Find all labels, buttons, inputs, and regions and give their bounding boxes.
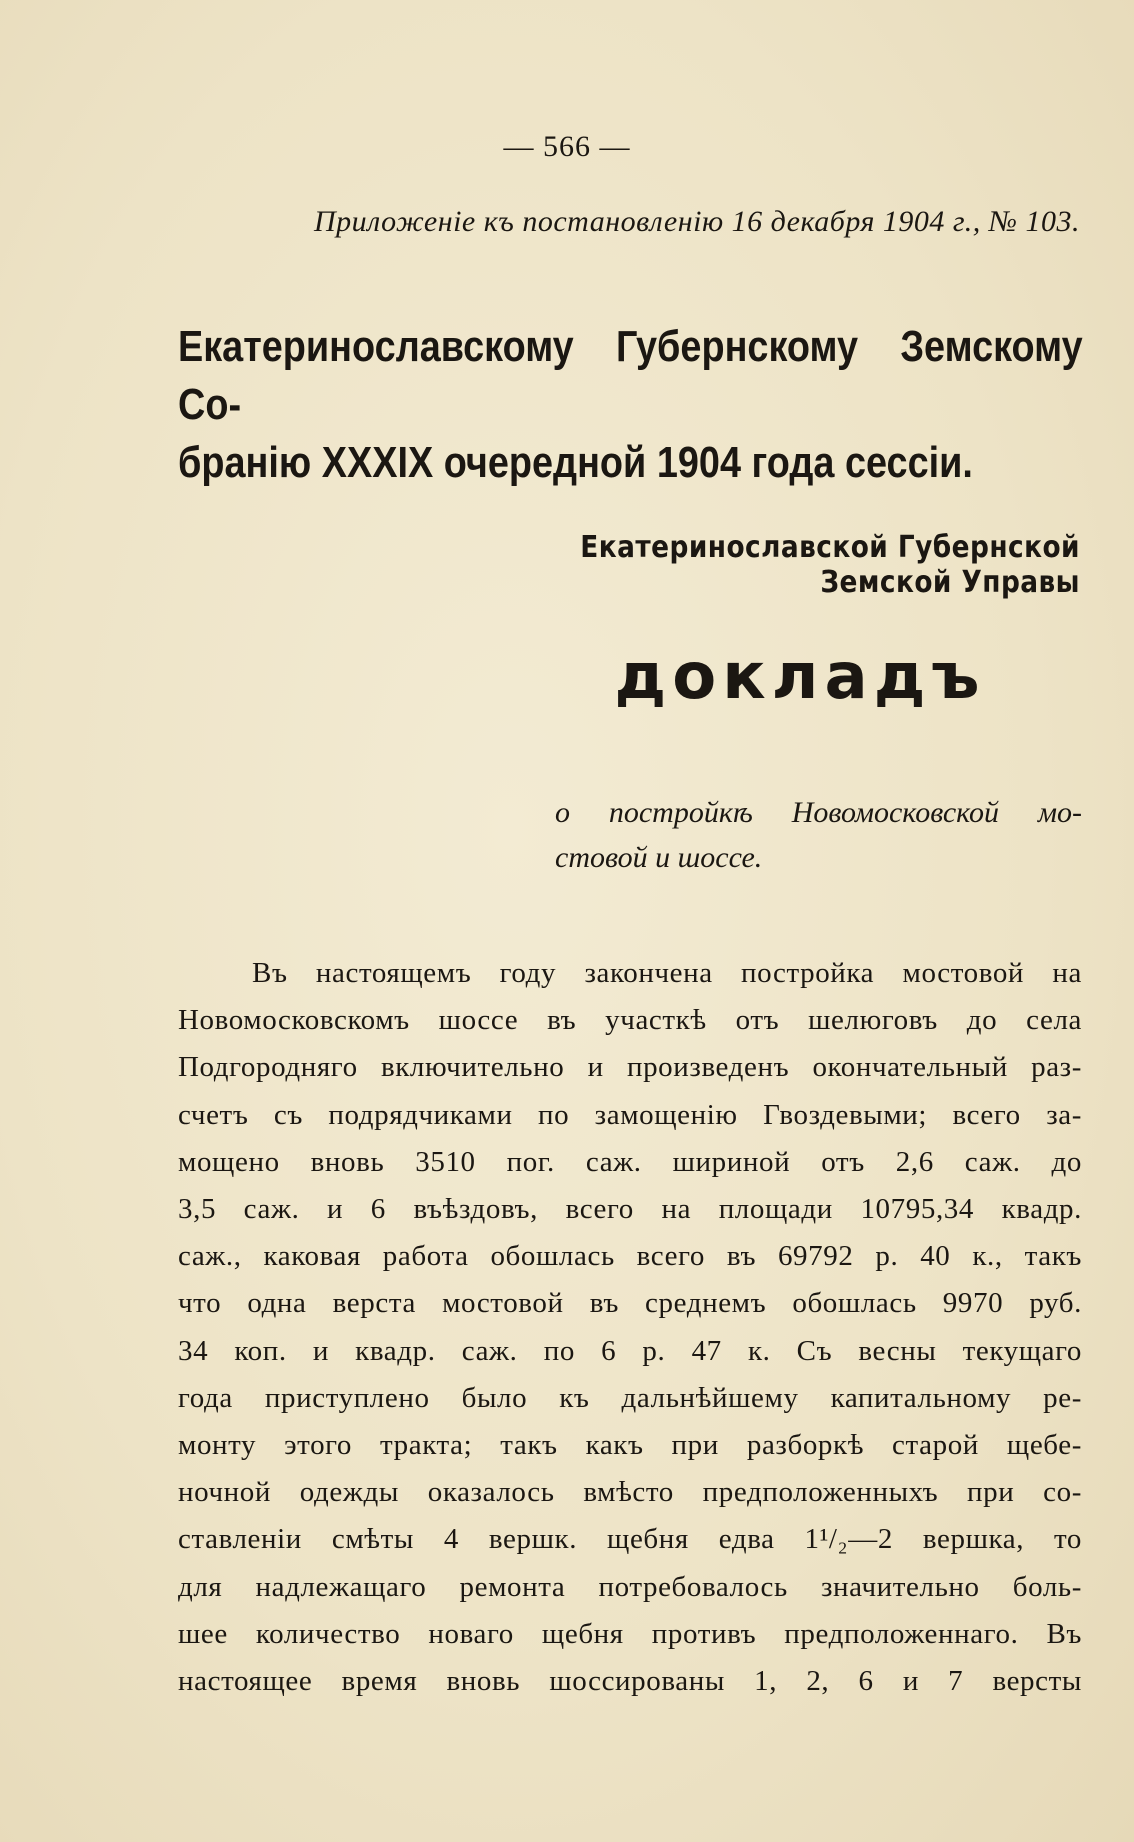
body-line: настоящее время вновь шоссированы 1, 2, 6 и 7 версты	[178, 1665, 1082, 1698]
body-line: ночной одежды оказалось вмѣсто предположенныхъ при со-	[178, 1476, 1082, 1509]
issuer-text: Екатеринославской Губернской Земской Управы	[580, 530, 1080, 600]
body-line: 34 коп. и квадр. саж. по 6 р. 47 к. Съ весны текущаго	[178, 1334, 1082, 1367]
body-line: шее количество новаго щебня противъ предположеннаго. Въ	[178, 1617, 1082, 1650]
body-paragraph	[178, 950, 1082, 1705]
body-line: для надлежащаго ремонта потребовалось значительно боль-	[178, 1570, 1082, 1603]
body-line: Подгородняго включительно и произведенъ окончательный раз-	[178, 1051, 1082, 1084]
subject-block	[555, 790, 1082, 880]
body-line: мощено вновь 3510 пог. саж. шириной отъ 2,6 саж. до	[178, 1145, 1082, 1178]
body-line: счетъ съ подрядчиками по замощенію Гвоздевыми; всего за-	[178, 1098, 1082, 1131]
body-line: года приступлено было къ дальнѣйшему капитальному ре-	[178, 1381, 1082, 1414]
page-number: — 566 —	[503, 130, 631, 163]
body-line: 3,5 саж. и 6 въѣздовъ, всего на площади 10795,34 квадр.	[178, 1193, 1082, 1226]
addressee-line: Екатеринославскому Губернскому Земскому Со-	[178, 322, 1083, 429]
subject-line: о постройкѣ Новомосковской мо-	[555, 796, 1082, 829]
addressee-heading	[178, 318, 1083, 492]
body-line: ставленіи смѣты 4 вершк. щебня едва 1¹/₂—2 вершка, то	[178, 1523, 1082, 1556]
body-line: Новомосковскомъ шоссе въ участкѣ отъ шелюговъ до села	[178, 1004, 1082, 1037]
body-line: саж., каковая работа обошлась всего въ 69792 р. 40 к., такъ	[178, 1240, 1082, 1273]
issuer-heading	[380, 530, 1080, 600]
body-line: что одна верста мостовой въ среднемъ обошлась 9970 руб.	[178, 1287, 1082, 1320]
subject-line: стовой и шоссе.	[555, 841, 763, 874]
document-type-title: докладъ	[614, 640, 986, 714]
addressee-line: бранію XXXIX очередной 1904 года сессіи.	[178, 438, 973, 487]
body-line: Въ настоящемъ году закончена постройка мостовой на	[252, 957, 1082, 989]
body-line: монту этого тракта; такъ какъ при разборкѣ старой щебе-	[178, 1429, 1082, 1462]
appendix-note: Приложеніе къ постановленію 16 декабря 1904 г., № 103.	[314, 205, 1080, 238]
